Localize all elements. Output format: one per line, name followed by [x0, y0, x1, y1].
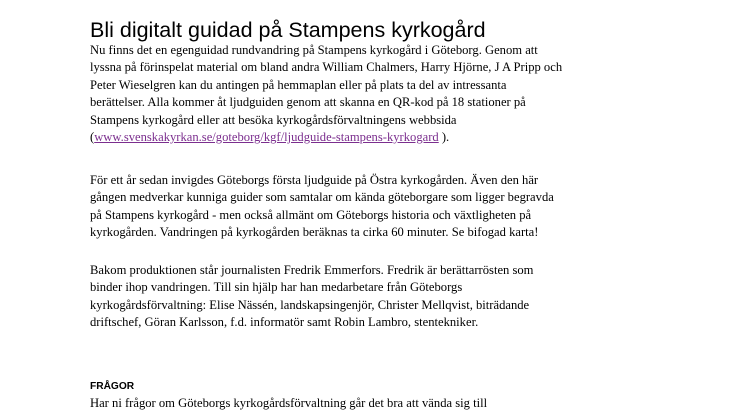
text-line: gången medverkar kunniga guider som samtalar om kända göteborgare som ligger begravda: [90, 190, 554, 205]
text-line: på Stampens kyrkogård - men också allmänt om Göteborgs historia och växtligheten på: [90, 207, 532, 222]
link-line: [90, 129, 630, 146]
paragraph-intro: [90, 42, 630, 146]
text-line: Peter Wieselgren kan du antingen på hemmaplan eller på plats ta del av intressanta: [90, 77, 507, 92]
paragraph-production: [90, 262, 630, 332]
text-line: berättelser. Alla kommer åt ljudguiden genom att skanna en QR-kod på 18 stationer på: [90, 95, 526, 110]
text-line: För ett år sedan invigdes Göteborgs första ljudguide på Östra kyrkogården. Även den här: [90, 173, 539, 187]
text-line: Nu finns det en egenguidad rundvandring på Stampens kyrkogård i Göteborg. Genom att: [90, 43, 538, 57]
ljudguide-link[interactable]: www.svenskakyrkan.se/goteborg/kgf/ljudguide-stampens-kyrkogard: [94, 130, 439, 145]
text-line: kyrkogårdsförvaltning: Elise Nässén, landskapsingenjör, Christer Mellqvist, biträdande: [90, 297, 530, 312]
text-line: Bakom produktionen står journalisten Fredrik Emmerfors. Fredrik är berättarrösten som: [90, 263, 534, 277]
text-line: Stampens kyrkogård eller att besöka kyrkogårdsförvaltningens webbsida: [90, 112, 457, 127]
paragraph-history: [90, 172, 630, 242]
paragraph-questions: [90, 395, 630, 412]
link-open-paren: (: [90, 130, 95, 145]
text-line: kyrkogården. Vandringen på kyrkogården beräknas ta cirka 60 minuter. Se bifogad karta!: [90, 225, 539, 240]
text-line: driftschef, Göran Karlsson, f.d. informatör samt Robin Lambro, stentekniker.: [90, 315, 479, 330]
article-title: Bli digitalt guidad på Stampens kyrkogård: [90, 18, 486, 42]
text-line: Har ni frågor om Göteborgs kyrkogårdsförvaltning går det bra att vända sig till: [90, 396, 488, 410]
text-line: lyssna på förinspelat material om bland andra William Chalmers, Harry Hjörne, J A Pripp och: [90, 60, 563, 75]
link-close-paren: ).: [438, 130, 450, 145]
section-heading-fragor: FRÅGOR: [90, 381, 135, 392]
text-line: binder ihop vandringen. Till sin hjälp har han medarbetare från Göteborgs: [90, 280, 463, 295]
